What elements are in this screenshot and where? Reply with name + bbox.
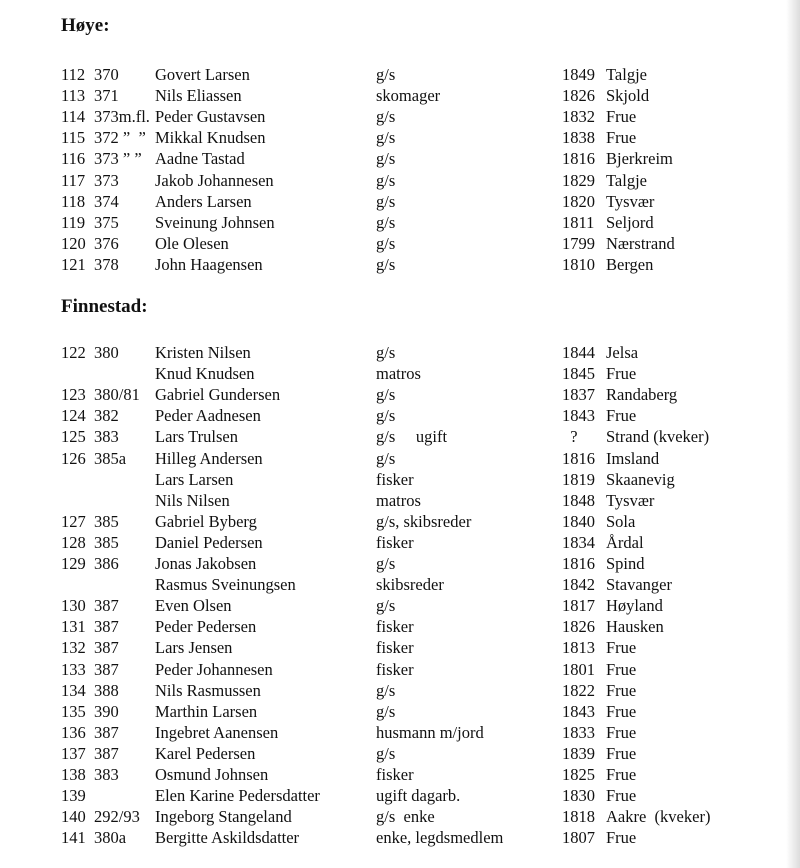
cell-year: 1825	[562, 765, 595, 784]
cell-name: Peder Gustavsen	[155, 107, 266, 127]
cell-plot: 388	[94, 680, 119, 700]
table-row	[0, 806, 780, 827]
cell-plot: 380/81	[94, 385, 140, 405]
cell-role: ugift dagarb.	[376, 786, 461, 806]
cell-role: fisker	[376, 469, 414, 489]
cell-role: matros	[376, 364, 421, 384]
cell-place: Frue	[606, 828, 637, 848]
cell-role: g/s	[376, 343, 396, 362]
cell-plot: 385	[94, 532, 119, 552]
cell-year: 1844	[562, 343, 595, 362]
table-row	[0, 384, 780, 405]
cell-place: Frue	[606, 786, 637, 806]
cell-num: 128	[61, 532, 86, 552]
cell-role: g/s	[376, 448, 396, 468]
cell-num: 121	[61, 254, 86, 274]
cell-year: 1830	[562, 786, 595, 806]
table-row	[0, 212, 780, 233]
cell-num: 134	[61, 680, 86, 700]
cell-name: Even Olsen	[155, 596, 232, 616]
section-title-finnestad: Finnestad:	[61, 296, 148, 317]
cell-place: Høyland	[606, 596, 663, 616]
cell-place: Frue	[606, 701, 637, 721]
cell-num: 137	[61, 743, 86, 763]
cell-plot: 370	[94, 65, 119, 84]
cell-name: Gabriel Byberg	[155, 511, 257, 531]
cell-num: 130	[61, 596, 86, 616]
cell-role: g/s, skibsreder	[376, 511, 472, 531]
cell-plot: 390	[94, 701, 119, 721]
cell-year: 1799	[562, 233, 595, 253]
cell-role: g/s	[376, 554, 396, 573]
cell-role: skomager	[376, 86, 441, 106]
cell-role: g/s	[376, 701, 396, 721]
cell-plot: 385a	[94, 448, 127, 468]
cell-role: enke, legdsmedlem	[376, 828, 504, 848]
table-row	[0, 405, 780, 426]
cell-plot: 380a	[94, 828, 127, 848]
table-row	[0, 148, 780, 169]
table-row	[0, 553, 780, 574]
cell-year: 1839	[562, 743, 595, 763]
cell-num: 117	[61, 170, 86, 190]
cell-year: 1826	[562, 617, 595, 637]
cell-plot: 380	[94, 343, 119, 362]
cell-year: 1807	[562, 828, 595, 848]
cell-name: Hilleg Andersen	[155, 448, 263, 468]
table-row	[0, 448, 780, 469]
cell-year: 1813	[562, 638, 595, 658]
cell-num: 112	[61, 65, 86, 84]
table-row	[0, 127, 780, 148]
table-row	[0, 743, 780, 764]
cell-role: g/s	[376, 65, 396, 84]
table-row	[0, 426, 780, 447]
cell-plot: 372 ” ”	[94, 128, 146, 148]
cell-name: Nils Nilsen	[155, 490, 230, 510]
cell-year: 1843	[562, 406, 595, 426]
table-row	[0, 595, 780, 616]
table-row	[0, 511, 780, 532]
cell-name: Osmund Johnsen	[155, 765, 269, 784]
table-row	[0, 574, 780, 595]
cell-num: 132	[61, 638, 86, 658]
cell-name: Marthin Larsen	[155, 701, 258, 721]
cell-role: g/s	[376, 743, 396, 763]
table-row	[0, 342, 780, 363]
table-row	[0, 233, 780, 254]
table-row	[0, 170, 780, 191]
cell-name: Karel Pedersen	[155, 743, 256, 763]
cell-role: g/s	[376, 149, 396, 169]
cell-num: 116	[61, 149, 86, 169]
cell-name: Jonas Jakobsen	[155, 554, 257, 573]
cell-num: 138	[61, 765, 86, 784]
cell-place: Aakre (kveker)	[606, 807, 711, 827]
table-row	[0, 637, 780, 658]
cell-num: 129	[61, 554, 86, 573]
cell-place: Imsland	[606, 448, 660, 468]
cell-plot: 371	[94, 86, 119, 106]
cell-role: fisker	[376, 617, 414, 637]
table-row	[0, 827, 780, 848]
cell-place: Randaberg	[606, 385, 678, 405]
cell-place: Hausken	[606, 617, 664, 637]
table-row	[0, 85, 780, 106]
cell-name: Mikkal Knudsen	[155, 128, 266, 148]
cell-num: 133	[61, 659, 86, 679]
cell-plot: 374	[94, 191, 119, 211]
cell-year: 1818	[562, 807, 595, 827]
cell-plot: 373m.fl.	[94, 107, 150, 127]
cell-num: 114	[61, 107, 86, 127]
cell-role: g/s	[376, 406, 396, 426]
cell-num: 127	[61, 511, 86, 531]
cell-name: Peder Pedersen	[155, 617, 257, 637]
cell-role: matros	[376, 490, 421, 510]
cell-name: Lars Trulsen	[155, 427, 238, 447]
cell-year: 1816	[562, 554, 595, 573]
cell-year: 1845	[562, 364, 595, 384]
cell-name: Ole Olesen	[155, 233, 229, 253]
cell-place: Frue	[606, 638, 637, 658]
cell-place: Strand (kveker)	[606, 427, 710, 447]
cell-plot: 387	[94, 659, 119, 679]
cell-num: 125	[61, 427, 86, 447]
cell-year: 1837	[562, 385, 595, 405]
cell-name: Peder Johannesen	[155, 659, 273, 679]
cell-plot: 376	[94, 233, 119, 253]
cell-name: Ingeborg Stangeland	[155, 807, 292, 827]
cell-year: 1819	[562, 469, 595, 489]
cell-plot: 387	[94, 743, 119, 763]
scan-edge-shadow	[786, 0, 800, 868]
cell-name: Lars Jensen	[155, 638, 233, 658]
cell-place: Frue	[606, 107, 637, 127]
cell-year: 1801	[562, 659, 595, 679]
cell-name: Gabriel Gundersen	[155, 385, 281, 405]
cell-name: Kristen Nilsen	[155, 343, 251, 362]
cell-place: Frue	[606, 743, 637, 763]
cell-plot: 382	[94, 406, 119, 426]
table-row	[0, 701, 780, 722]
cell-role: g/s	[376, 385, 396, 405]
section-title-hoye: Høye:	[61, 15, 110, 36]
cell-name: Aadne Tastad	[155, 149, 245, 169]
cell-plot: 386	[94, 554, 119, 573]
cell-place: Bergen	[606, 254, 654, 274]
cell-year: ?	[562, 427, 578, 447]
cell-year: 1816	[562, 149, 595, 169]
cell-plot: 292/93	[94, 807, 140, 827]
cell-plot: 387	[94, 638, 119, 658]
cell-year: 1833	[562, 722, 595, 742]
cell-role: husmann m/jord	[376, 722, 484, 742]
cell-num: 120	[61, 233, 86, 253]
cell-place: Spind	[606, 554, 645, 573]
cell-num: 139	[61, 786, 86, 806]
cell-place: Frue	[606, 128, 637, 148]
cell-num: 115	[61, 128, 86, 148]
cell-place: Tysvær	[606, 490, 655, 510]
cell-plot: 387	[94, 596, 119, 616]
cell-year: 1840	[562, 511, 595, 531]
cell-plot: 387	[94, 722, 119, 742]
cell-place: Tysvær	[606, 191, 655, 211]
cell-role: g/s	[376, 191, 396, 211]
cell-place: Jelsa	[606, 343, 639, 362]
cell-name: Bergitte Askildsdatter	[155, 828, 300, 848]
cell-year: 1810	[562, 254, 595, 274]
cell-num: 141	[61, 828, 86, 848]
cell-num: 122	[61, 343, 86, 362]
cell-role: g/s	[376, 596, 396, 616]
cell-year: 1817	[562, 596, 595, 616]
table-row	[0, 659, 780, 680]
cell-year: 1826	[562, 86, 595, 106]
cell-place: Skaanevig	[606, 469, 675, 489]
cell-num: 124	[61, 406, 86, 426]
cell-year: 1843	[562, 701, 595, 721]
cell-num: 136	[61, 722, 86, 742]
cell-place: Seljord	[606, 212, 654, 232]
table-row	[0, 722, 780, 743]
cell-year: 1816	[562, 448, 595, 468]
cell-num: 123	[61, 385, 86, 405]
cell-num: 113	[61, 86, 86, 106]
cell-num: 126	[61, 448, 86, 468]
table-row	[0, 616, 780, 637]
cell-plot: 385	[94, 511, 119, 531]
cell-name: Nils Rasmussen	[155, 680, 261, 700]
cell-name: John Haagensen	[155, 254, 263, 274]
table-row	[0, 680, 780, 701]
cell-name: Nils Eliassen	[155, 86, 242, 106]
cell-place: Frue	[606, 364, 637, 384]
cell-role: g/s	[376, 233, 396, 253]
table-row	[0, 490, 780, 511]
cell-year: 1834	[562, 532, 595, 552]
cell-name: Daniel Pedersen	[155, 532, 263, 552]
cell-place: Frue	[606, 722, 637, 742]
cell-plot: 378	[94, 254, 119, 274]
cell-year: 1842	[562, 575, 595, 595]
cell-year: 1838	[562, 128, 595, 148]
cell-place: Bjerkreim	[606, 149, 673, 169]
table-row	[0, 469, 780, 490]
cell-place: Skjold	[606, 86, 650, 106]
cell-name: Anders Larsen	[155, 191, 252, 211]
cell-name: Sveinung Johnsen	[155, 212, 275, 232]
table-row	[0, 363, 780, 384]
cell-plot: 375	[94, 212, 119, 232]
cell-num: 140	[61, 807, 86, 827]
cell-place: Frue	[606, 659, 637, 679]
cell-num: 118	[61, 191, 86, 211]
cell-name: Ingebret Aanensen	[155, 722, 279, 742]
cell-year: 1832	[562, 107, 595, 127]
cell-year: 1848	[562, 490, 595, 510]
cell-num: 135	[61, 701, 86, 721]
cell-plot: 383	[94, 765, 119, 784]
table-row	[0, 254, 780, 275]
cell-plot: 387	[94, 617, 119, 637]
cell-name: Rasmus Sveinungsen	[155, 575, 296, 595]
cell-role: g/s ugift	[376, 427, 448, 447]
cell-year: 1829	[562, 170, 595, 190]
table-row	[0, 191, 780, 212]
cell-role: skibsreder	[376, 575, 444, 595]
cell-role: g/s enke	[376, 807, 435, 827]
cell-year: 1820	[562, 191, 595, 211]
table-row	[0, 785, 780, 806]
cell-name: Govert Larsen	[155, 65, 250, 84]
cell-name: Lars Larsen	[155, 469, 234, 489]
cell-role: fisker	[376, 532, 414, 552]
cell-plot: 373	[94, 170, 119, 190]
cell-year: 1849	[562, 65, 595, 84]
cell-num: 131	[61, 617, 86, 637]
cell-name: Elen Karine Pedersdatter	[155, 786, 320, 806]
cell-role: g/s	[376, 107, 396, 127]
cell-plot: 383	[94, 427, 119, 447]
cell-plot: 373 ” ”	[94, 149, 142, 169]
cell-role: g/s	[376, 170, 396, 190]
cell-year: 1811	[562, 212, 595, 232]
cell-role: g/s	[376, 128, 396, 148]
cell-name: Peder Aadnesen	[155, 406, 261, 426]
cell-place: Frue	[606, 765, 637, 784]
table-row	[0, 106, 780, 127]
cell-name: Knud Knudsen	[155, 364, 255, 384]
cell-place: Frue	[606, 406, 637, 426]
cell-place: Talgje	[606, 170, 647, 190]
cell-role: fisker	[376, 638, 414, 658]
cell-place: Frue	[606, 680, 637, 700]
cell-place: Nærstrand	[606, 233, 675, 253]
table-row	[0, 532, 780, 553]
cell-num: 119	[61, 212, 86, 232]
cell-role: g/s	[376, 254, 396, 274]
cell-year: 1822	[562, 680, 595, 700]
cell-role: fisker	[376, 765, 414, 784]
table-row	[0, 64, 780, 85]
cell-role: g/s	[376, 212, 396, 232]
cell-place: Talgje	[606, 65, 647, 84]
table-row	[0, 764, 780, 785]
cell-place: Sola	[606, 511, 636, 531]
cell-place: Stavanger	[606, 575, 672, 595]
cell-place: Årdal	[606, 532, 644, 552]
cell-role: fisker	[376, 659, 414, 679]
cell-name: Jakob Johannesen	[155, 170, 274, 190]
cell-role: g/s	[376, 680, 396, 700]
